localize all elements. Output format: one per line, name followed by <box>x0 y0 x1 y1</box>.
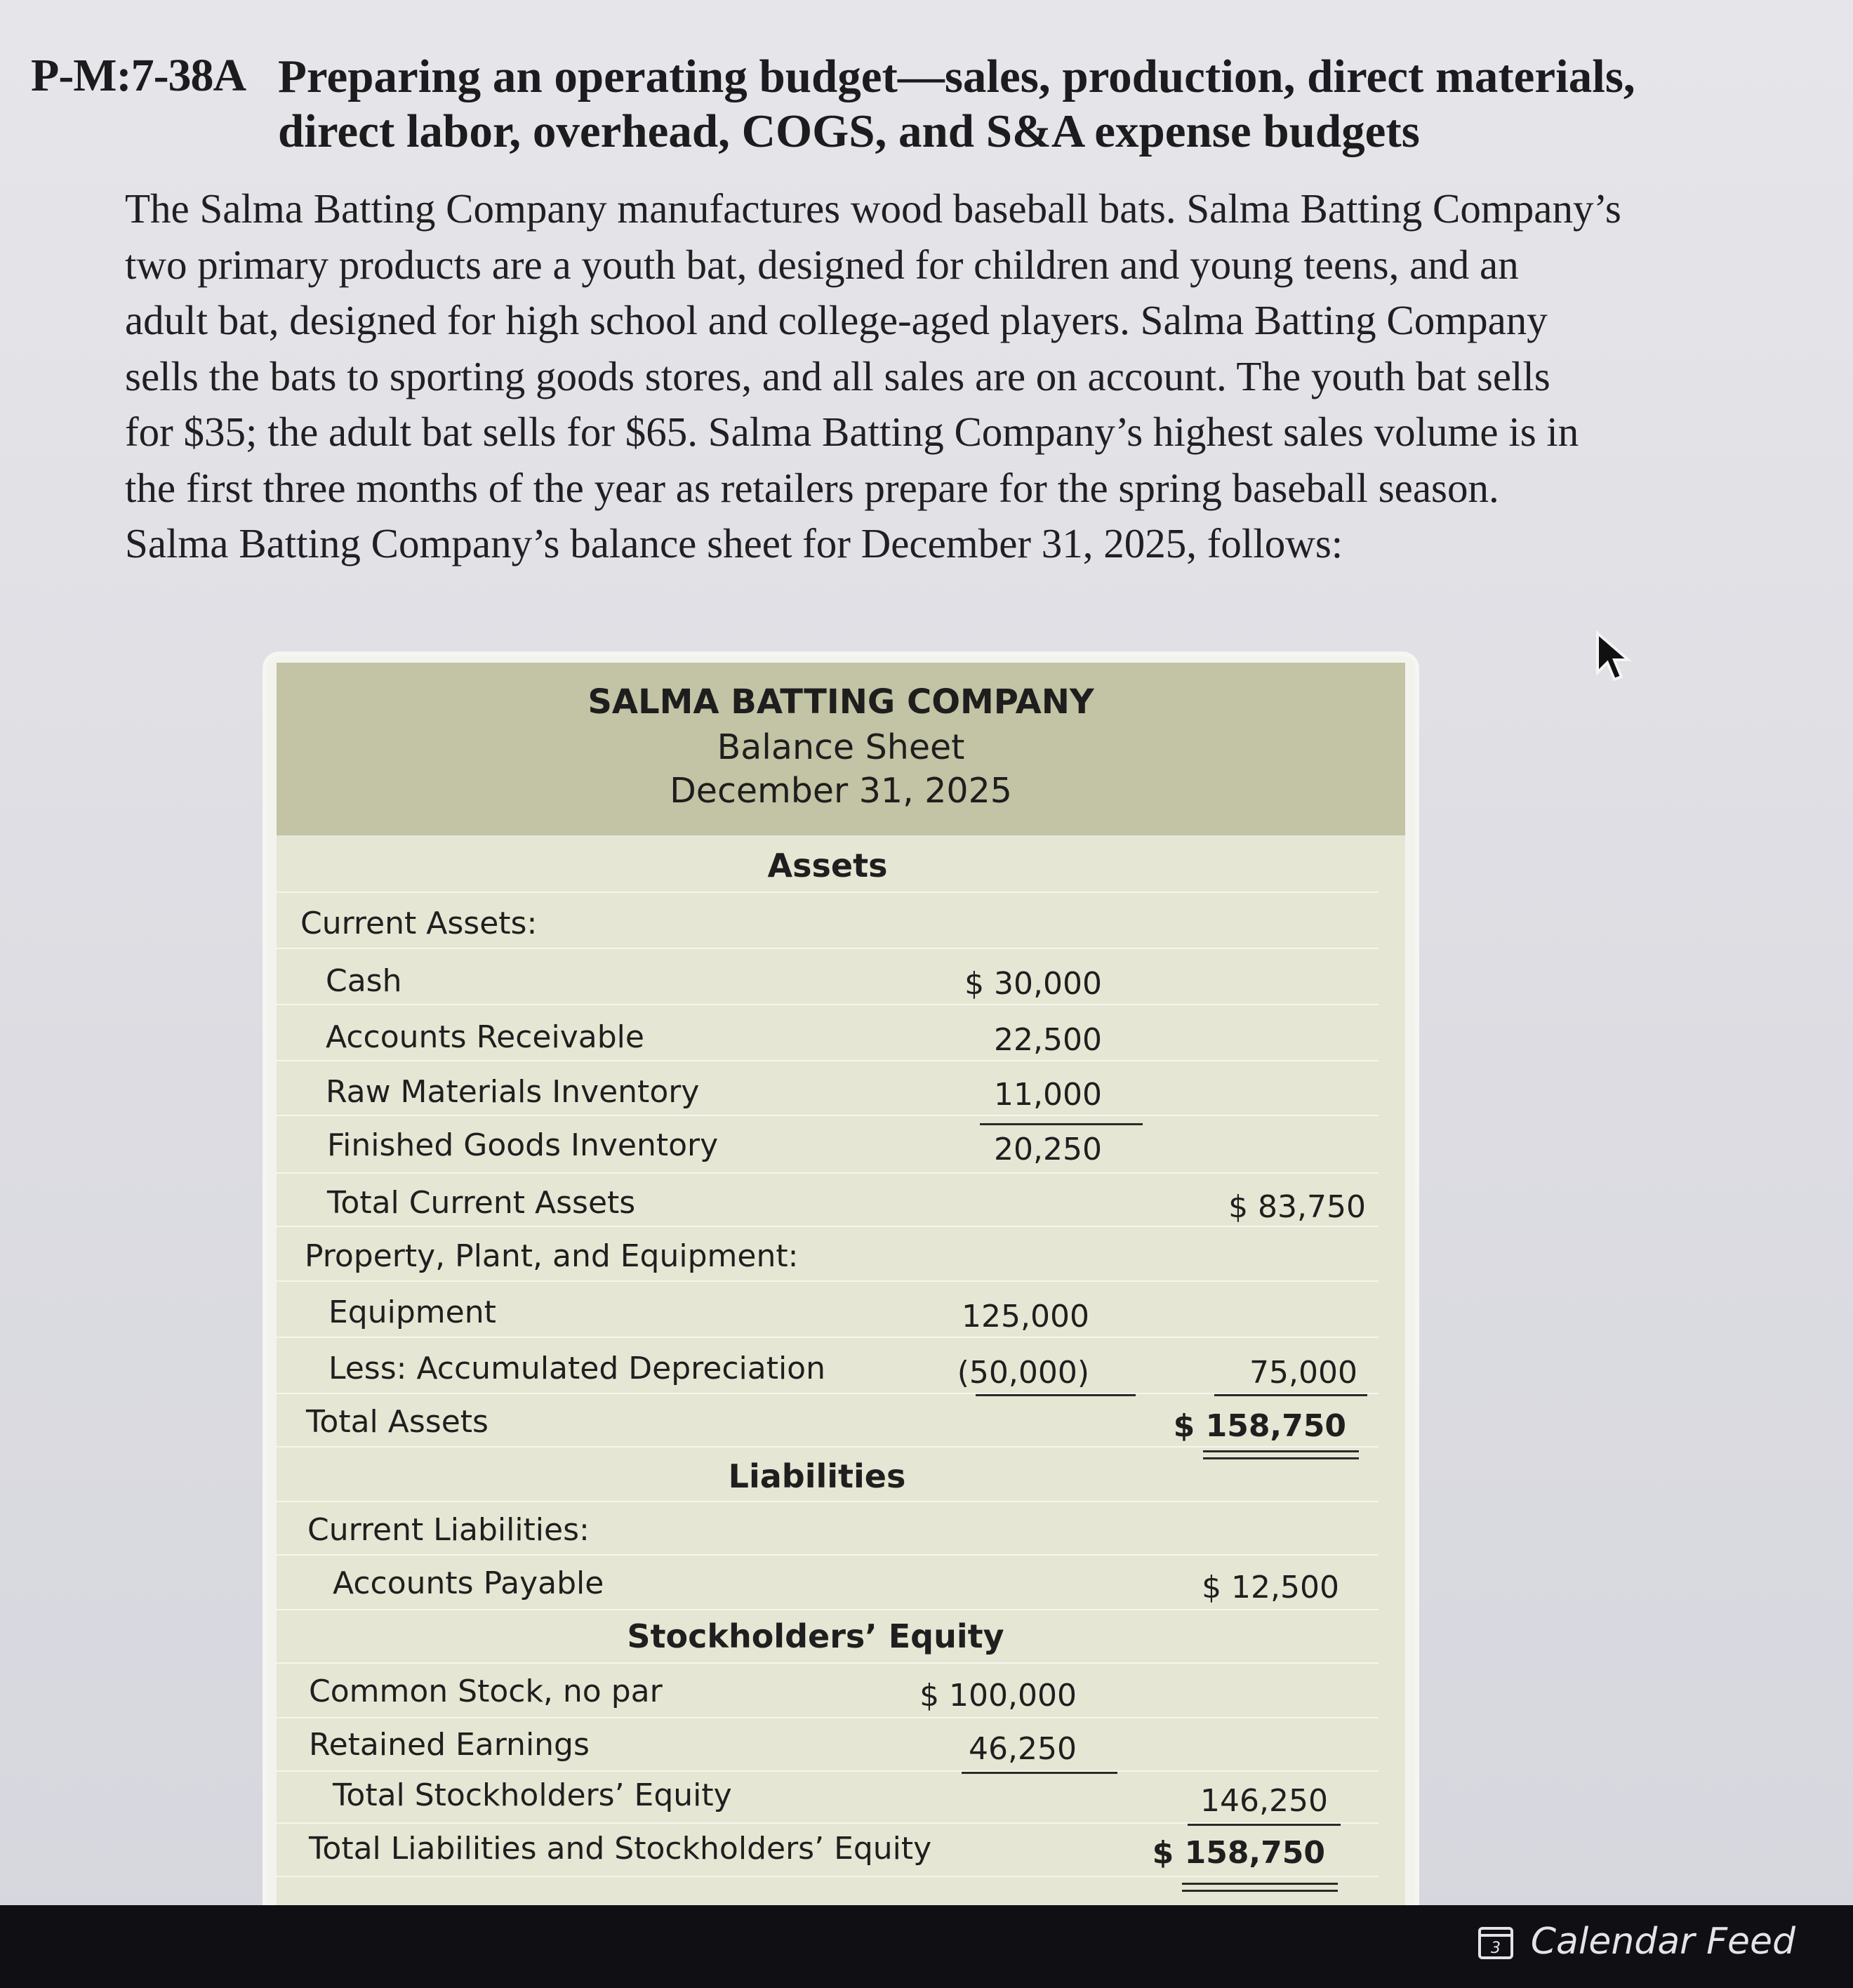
row-amount: 22,500 <box>994 1022 1102 1058</box>
row-cash <box>277 948 1379 1005</box>
row-label: Retained Earnings <box>309 1727 590 1763</box>
row-total-current-assets <box>277 1172 1379 1227</box>
section-heading: Liabilities <box>728 1457 906 1495</box>
row-current-assets <box>277 892 1379 949</box>
row-common-stock <box>277 1662 1379 1718</box>
problem-title: Preparing an operating budget—sales, production, direct materials, direct labor, overhead, COGS, and S&A expense budgets <box>278 51 1635 157</box>
row-label: Property, Plant, and Equipment: <box>305 1238 799 1274</box>
taskbar <box>0 1905 1853 1988</box>
body-line: The Salma Batting Company manufactures wood baseball bats. Salma Batting Company’s <box>125 185 1621 232</box>
double-rule <box>1182 1883 1338 1885</box>
row-raw-materials <box>277 1060 1379 1116</box>
row-accounts-receivable <box>277 1004 1379 1061</box>
row-total: $ 158,750 <box>1152 1835 1325 1871</box>
body-line: adult bat, designed for high school and college-aged players. Salma Batting Company <box>125 297 1548 343</box>
section-heading: Assets <box>767 847 888 884</box>
row-finished-goods <box>277 1115 1379 1174</box>
row-amount: 125,000 <box>962 1299 1089 1334</box>
subtotal-rule <box>980 1123 1143 1125</box>
row-label: Raw Materials Inventory <box>326 1074 700 1110</box>
balance-sheet-body <box>277 835 1405 1919</box>
calendar-feed-label: Calendar Feed <box>1530 1921 1795 1963</box>
row-accounts-payable <box>277 1554 1379 1610</box>
row-label: Total Current Assets <box>327 1185 636 1221</box>
row-label: Accounts Payable <box>333 1565 604 1601</box>
row-retained-earnings <box>277 1717 1379 1772</box>
row-label: Common Stock, no par <box>309 1674 663 1709</box>
section-liabilities <box>277 1446 1379 1502</box>
row-label: Current Liabilities: <box>307 1512 590 1548</box>
body-line: sells the bats to sporting goods stores, and all sales are on account. The youth bat sells <box>125 352 1550 399</box>
row-total-assets <box>277 1393 1379 1447</box>
problem-code: P-M:7-38A <box>31 50 246 101</box>
calendar-icon <box>1476 1922 1515 1961</box>
row-amount: $ 30,000 <box>964 966 1102 1002</box>
row-total: 75,000 <box>1249 1355 1357 1391</box>
row-label: Cash <box>326 963 402 999</box>
double-rule <box>1182 1890 1338 1892</box>
row-label: Total Assets <box>306 1404 489 1440</box>
row-label: Equipment <box>328 1294 496 1330</box>
row-amount: $ 100,000 <box>919 1678 1077 1714</box>
row-amount: (50,000) <box>957 1355 1089 1391</box>
body-line: two primary products are a youth bat, designed for children and young teens, and an <box>125 241 1519 288</box>
row-ppe <box>277 1226 1379 1282</box>
problem-body <box>125 181 1655 572</box>
row-current-liabilities <box>277 1501 1379 1556</box>
section-equity <box>277 1609 1379 1664</box>
row-total: 146,250 <box>1200 1783 1328 1819</box>
row-equipment <box>277 1280 1379 1338</box>
row-amount: 46,250 <box>969 1731 1077 1767</box>
row-label: Finished Goods Inventory <box>327 1127 719 1163</box>
row-total: $ 12,500 <box>1202 1570 1339 1605</box>
row-label: Less: Accumulated Depreciation <box>328 1351 825 1386</box>
balance-sheet <box>267 656 1415 1919</box>
calendar-feed-button[interactable] <box>1476 1921 1795 1963</box>
row-amount: 20,250 <box>994 1132 1102 1167</box>
row-label: Total Liabilities and Stockholders’ Equity <box>309 1831 932 1867</box>
row-label: Total Stockholders’ Equity <box>333 1777 732 1813</box>
row-total-equity <box>277 1770 1379 1824</box>
row-label: Accounts Receivable <box>326 1019 644 1055</box>
row-accumulated-depreciation <box>277 1337 1379 1394</box>
body-line: for $35; the adult bat sells for $65. Salma Batting Company’s highest sales volume is in <box>125 409 1579 455</box>
statement-date: December 31, 2025 <box>670 771 1012 811</box>
body-line: the first three months of the year as retailers prepare for the spring baseball season. <box>125 464 1499 511</box>
company-name: SALMA BATTING COMPANY <box>587 682 1094 722</box>
row-amount: 11,000 <box>994 1077 1102 1113</box>
section-assets <box>277 835 1379 893</box>
statement-name: Balance Sheet <box>717 727 965 767</box>
balance-sheet-header <box>277 663 1405 835</box>
mouse-pointer-icon <box>1593 630 1635 682</box>
body-line: Salma Batting Company’s balance sheet for December 31, 2025, follows: <box>125 520 1343 566</box>
row-label: Current Assets: <box>300 906 538 941</box>
svg-text:3: 3 <box>1490 1940 1501 1957</box>
row-total: $ 158,750 <box>1173 1408 1346 1444</box>
row-total-liabilities-equity <box>277 1822 1379 1877</box>
section-heading: Stockholders’ Equity <box>627 1617 1004 1655</box>
row-total: $ 83,750 <box>1228 1189 1366 1225</box>
